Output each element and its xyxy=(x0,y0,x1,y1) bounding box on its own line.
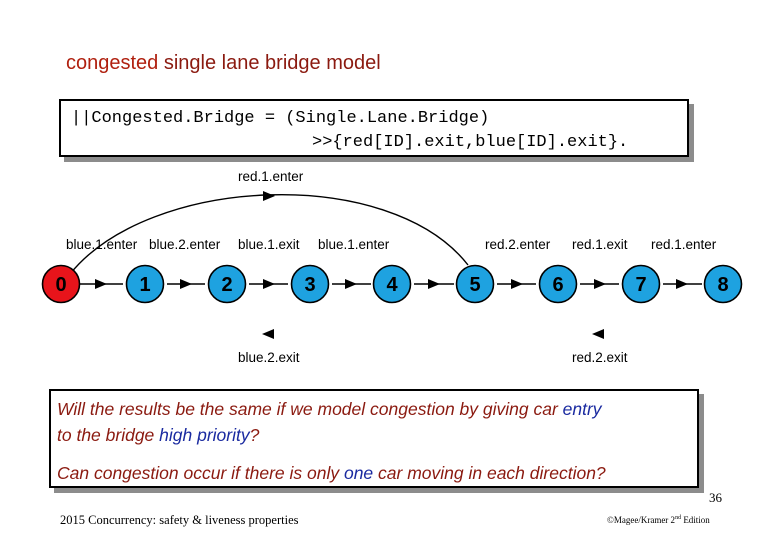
label-red2-exit: red.2.exit xyxy=(572,350,628,365)
q1-entry: entry xyxy=(562,399,602,419)
arrowhead-1-2 xyxy=(180,279,192,289)
arrowhead-6-7 xyxy=(594,279,606,289)
q2-one: one xyxy=(343,463,374,483)
arrowhead-7-8 xyxy=(676,279,688,289)
arrowhead-red2-exit xyxy=(592,329,604,339)
code-line-1: ||Congested.Bridge = (Single.Lane.Bridge) xyxy=(71,109,490,128)
footer-copyright-sup: nd xyxy=(675,515,682,521)
q2-text-a: Can congestion occur if there is only xyxy=(57,463,344,483)
arrowhead-top xyxy=(263,191,275,201)
code-line-2: >>{red[ID].exit,blue[ID].exit}. xyxy=(312,133,629,152)
label-blue2-enter: blue.2.enter xyxy=(149,237,221,252)
arrowhead-blue2-exit xyxy=(262,329,274,339)
state-label-7: 7 xyxy=(635,274,647,296)
question-1-line-1 xyxy=(57,397,602,421)
q2-text-b: car moving in each direction? xyxy=(373,463,606,483)
label-red1-exit: red.1.exit xyxy=(572,237,628,252)
label-blue2-exit: blue.2.exit xyxy=(238,350,300,365)
label-blue1-exit: blue.1.exit xyxy=(238,237,300,252)
q1-text-a: Will the results be the same if we model congestion by giving car xyxy=(57,399,563,419)
state-label-2: 2 xyxy=(221,274,233,296)
state-label-4: 4 xyxy=(386,274,398,296)
state-label-8: 8 xyxy=(717,274,729,296)
arrowhead-5-6 xyxy=(511,279,523,289)
title-rest: single lane bridge model xyxy=(158,52,381,74)
state-label-5: 5 xyxy=(469,274,481,296)
arrowhead-4-5 xyxy=(428,279,440,289)
state-label-6: 6 xyxy=(552,274,564,296)
arrowhead-3-4 xyxy=(345,279,357,289)
question-box xyxy=(49,389,699,488)
label-red1-enter-top: red.1.enter xyxy=(238,169,304,184)
footer-copyright-a: ©Magee/Kramer 2 xyxy=(607,515,676,525)
label-red1-enter: red.1.enter xyxy=(651,237,717,252)
question-1-line-2 xyxy=(57,423,259,447)
footer-copyright-b: Edition xyxy=(681,515,710,525)
title-highlight: congested xyxy=(66,52,159,74)
state-label-3: 3 xyxy=(304,274,316,296)
page-number: 36 xyxy=(709,490,722,505)
label-blue1-enter-b: blue.1.enter xyxy=(318,237,390,252)
arrowhead-2-3 xyxy=(263,279,275,289)
footer-course: 2015 Concurrency: safety & liveness properties xyxy=(60,513,299,527)
q1-text-b: to the bridge xyxy=(57,425,160,445)
q1-text-c: ? xyxy=(249,425,260,445)
state-label-0: 0 xyxy=(55,274,67,296)
state-label-1: 1 xyxy=(139,274,151,296)
edge-arc-0-5 xyxy=(70,195,468,274)
label-blue1-enter: blue.1.enter xyxy=(66,237,138,252)
label-red2-enter: red.2.enter xyxy=(485,237,551,252)
footer-copyright xyxy=(607,515,710,525)
q1-high-priority: high priority xyxy=(159,425,250,445)
question-2 xyxy=(57,461,606,485)
arrowhead-0-1 xyxy=(95,279,107,289)
